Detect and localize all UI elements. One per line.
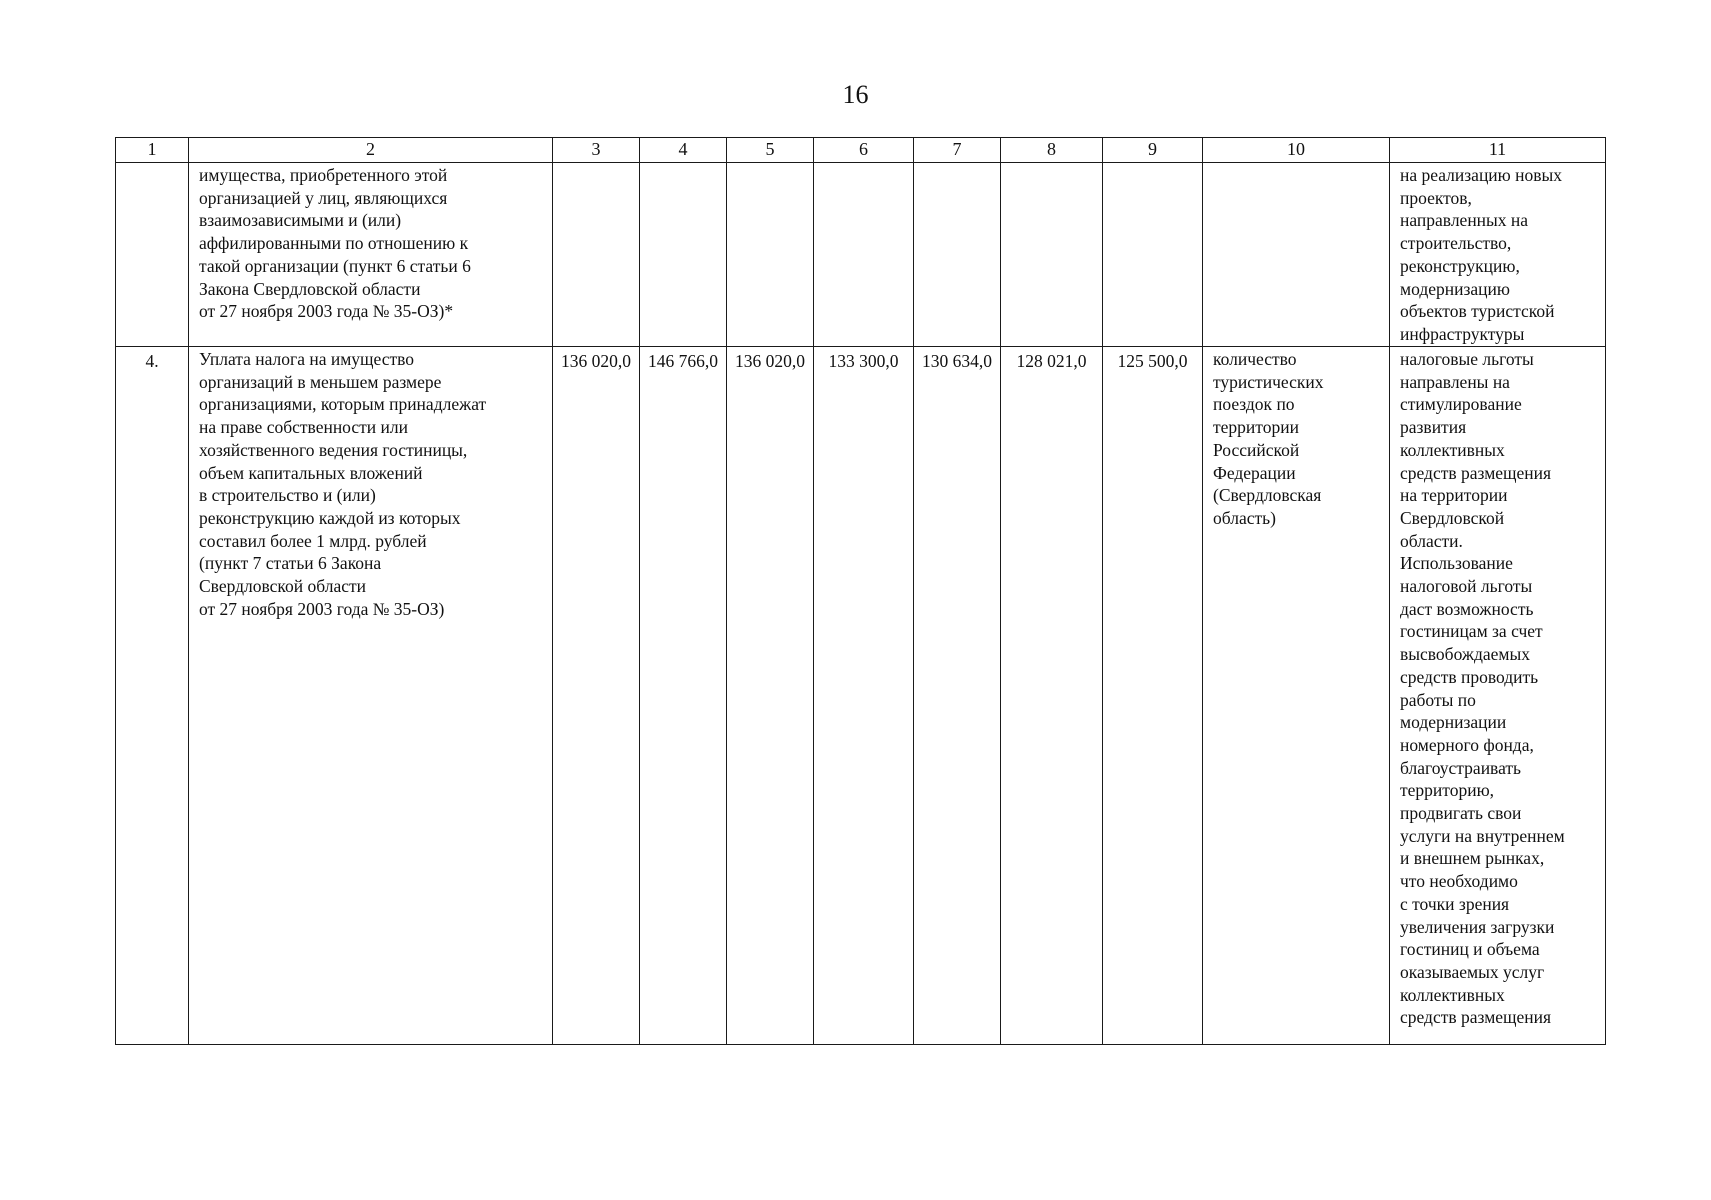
cell-value-col6: 133 300,0 — [814, 347, 914, 1045]
goal-line: строительство, — [1400, 233, 1512, 254]
goal-line: проектов, — [1400, 187, 1472, 208]
cell-description — [189, 163, 553, 347]
column-header-1: 1 — [116, 138, 189, 163]
cell-value-empty — [814, 163, 914, 347]
cell-value-empty — [1001, 163, 1103, 347]
goal-line: увеличения загрузки — [1400, 916, 1555, 937]
indicator-line: (Свердловская — [1213, 485, 1322, 506]
cell-value-col5: 136 020,0 — [727, 347, 814, 1045]
description-line: взаимозависимыми и (или) — [199, 210, 402, 231]
column-header-8: 8 — [1001, 138, 1103, 163]
column-header-7: 7 — [914, 138, 1001, 163]
goal-line: с точки зрения — [1400, 893, 1510, 914]
description-line: аффилированными по отношению к — [199, 233, 469, 254]
description-line: Уплата налога на имущество — [199, 349, 415, 369]
indicator-line: количество — [1213, 349, 1297, 369]
indicator-line: Федерации — [1213, 462, 1296, 483]
cell-value-col7: 130 634,0 — [914, 347, 1001, 1045]
cell-indicator-empty — [1203, 163, 1390, 347]
indicator-line: Российской — [1213, 439, 1300, 460]
column-header-5: 5 — [727, 138, 814, 163]
goal-line: модернизацию — [1400, 278, 1510, 299]
cell-value-col4: 146 766,0 — [640, 347, 727, 1045]
goal-line: услуги на внутреннем — [1400, 825, 1565, 846]
cell-index: 4. — [116, 347, 189, 1045]
goal-line: средств проводить — [1400, 666, 1539, 687]
column-header-4: 4 — [640, 138, 727, 163]
goal-line: гостиницам за счет — [1400, 621, 1543, 642]
column-header-9: 9 — [1103, 138, 1203, 163]
cell-value-empty — [640, 163, 727, 347]
cell-goal — [1390, 163, 1606, 347]
header-row — [116, 138, 1606, 163]
goal-line: Использование — [1400, 553, 1513, 574]
indicator-line: поездок по — [1213, 394, 1295, 415]
description-line: объем капитальных вложений — [199, 462, 423, 483]
cell-indicator — [1203, 347, 1390, 1045]
description-line: организаций в меньшем размере — [199, 371, 442, 392]
column-header-2: 2 — [189, 138, 553, 163]
description-line: такой организации (пункт 6 статьи 6 — [199, 255, 471, 276]
goal-line: средств размещения — [1400, 1007, 1552, 1028]
cell-value-empty — [914, 163, 1001, 347]
description-line: составил более 1 млрд. рублей — [199, 530, 427, 551]
goal-line: модернизации — [1400, 712, 1507, 733]
goal-line: гостиниц и объема — [1400, 939, 1540, 960]
goal-line: налоговой льготы — [1400, 576, 1533, 597]
cell-value-empty — [553, 163, 640, 347]
cell-index-empty — [116, 163, 189, 347]
goal-line: объектов туристской — [1400, 301, 1555, 322]
goal-line: направлены на — [1400, 371, 1510, 392]
goal-line: стимулирование — [1400, 394, 1522, 415]
column-header-10: 10 — [1203, 138, 1390, 163]
goal-line: номерного фонда, — [1400, 734, 1534, 755]
goal-line: инфраструктуры — [1400, 323, 1525, 344]
goal-line: высвобождаемых — [1400, 644, 1531, 665]
cell-value-empty — [727, 163, 814, 347]
goal-line: коллективных — [1400, 439, 1505, 460]
cell-value-empty — [1103, 163, 1203, 347]
description-line: организациями, которым принадлежат — [199, 394, 487, 415]
goal-line: налоговые льготы — [1400, 349, 1534, 369]
goal-line: на территории — [1400, 485, 1508, 506]
description-line: организацией у лиц, являющихся — [199, 187, 448, 208]
goal-line: Свердловской — [1400, 507, 1505, 528]
goal-line: и внешнем рынках, — [1400, 848, 1545, 869]
goal-line: области. — [1400, 530, 1463, 551]
cell-description — [189, 347, 553, 1045]
goal-line: благоустраивать — [1400, 757, 1522, 778]
column-header-3: 3 — [553, 138, 640, 163]
table-row-4 — [116, 347, 1606, 1045]
goal-line: территорию, — [1400, 780, 1495, 801]
goal-line: реконструкцию, — [1400, 255, 1520, 276]
goal-line: даст возможность — [1400, 598, 1534, 619]
goal-line: развития — [1400, 417, 1467, 438]
indicator-line: туристических — [1213, 371, 1324, 392]
description-line: в строительство и (или) — [199, 485, 376, 506]
description-line: от 27 ноября 2003 года № 35-ОЗ) — [199, 598, 445, 619]
description-line: Свердловской области — [199, 576, 367, 597]
table-row-continued — [116, 163, 1606, 347]
description-line: хозяйственного ведения гостиницы, — [199, 439, 468, 460]
description-line: реконструкцию каждой из которых — [199, 507, 461, 528]
description-line: имущества, приобретенного этой — [199, 165, 448, 185]
cell-value-col9: 125 500,0 — [1103, 347, 1203, 1045]
cell-goal — [1390, 347, 1606, 1045]
goal-line: направленных на — [1400, 210, 1529, 231]
description-line: Закона Свердловской области — [199, 278, 421, 299]
cell-value-col8: 128 021,0 — [1001, 347, 1103, 1045]
goal-line: средств размещения — [1400, 462, 1552, 483]
goal-line: что необходимо — [1400, 871, 1518, 892]
description-line: от 27 ноября 2003 года № 35-ОЗ)* — [199, 301, 454, 322]
cell-value-col3: 136 020,0 — [553, 347, 640, 1045]
goal-line: на реализацию новых — [1400, 165, 1563, 185]
goal-line: оказываемых услуг — [1400, 961, 1545, 982]
page-number: 16 — [842, 80, 869, 109]
column-header-6: 6 — [814, 138, 914, 163]
goal-line: продвигать свои — [1400, 803, 1522, 824]
tax-benefits-table — [115, 137, 1606, 1045]
goal-line: коллективных — [1400, 984, 1505, 1005]
description-line: (пункт 7 статьи 6 Закона — [199, 553, 382, 574]
goal-line: работы по — [1400, 689, 1476, 710]
indicator-line: область) — [1213, 507, 1276, 528]
description-line: на праве собственности или — [199, 417, 408, 438]
indicator-line: территории — [1213, 417, 1299, 438]
column-header-11: 11 — [1390, 138, 1606, 163]
